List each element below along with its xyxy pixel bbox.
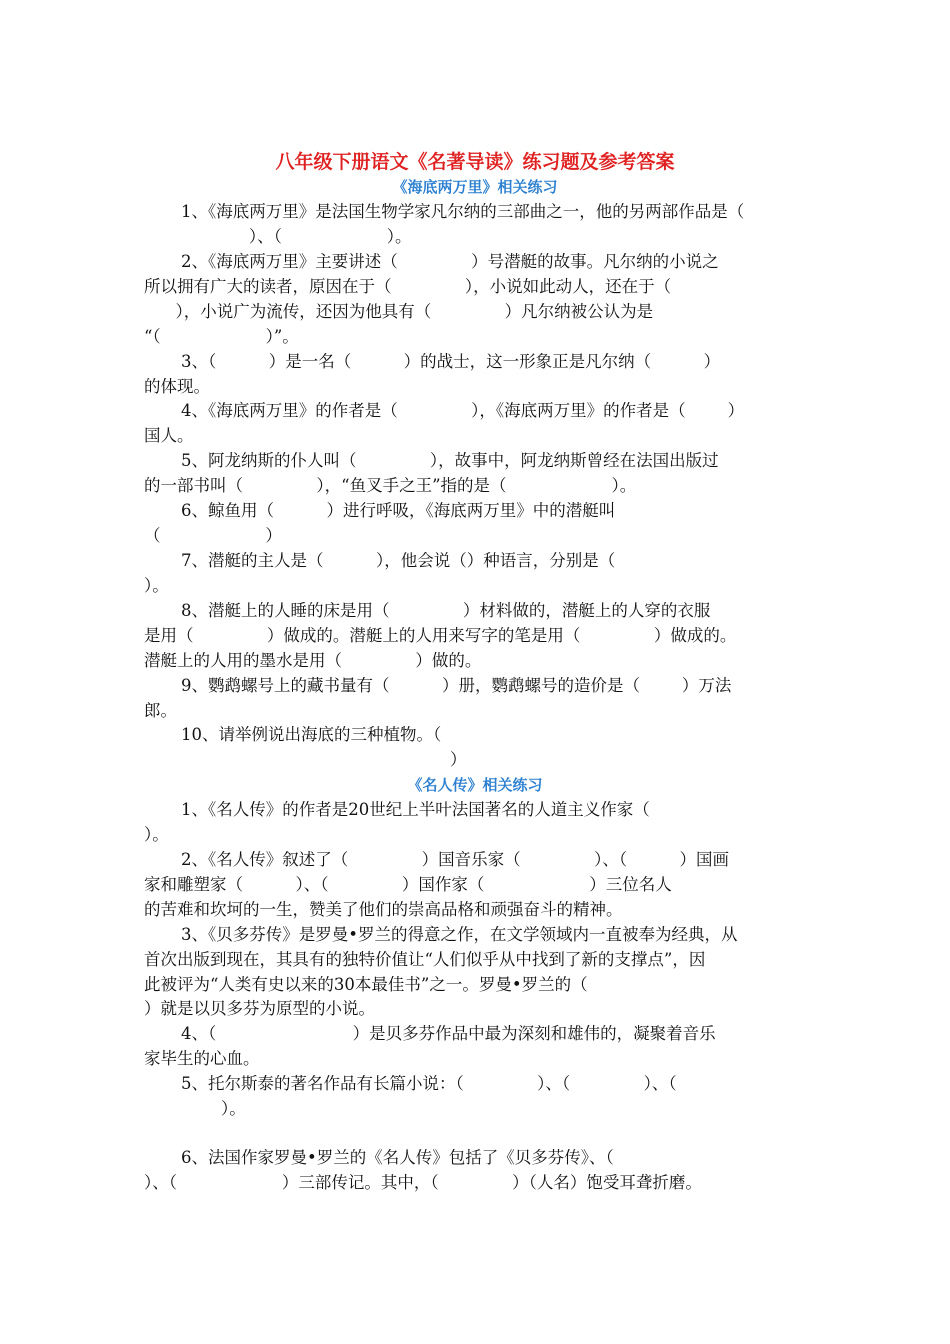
- question-line: 首次出版到现在，其具有的独特价值让“人们似乎从中找到了新的支撑点”，因: [144, 950, 706, 969]
- question-line: 的苦难和坎坷的一生，赞美了他们的崇高品格和顽强奋斗的精神。: [144, 900, 623, 919]
- question-line: ）、（ ）。: [144, 227, 412, 246]
- question-line: ）、（ ）三部传记。其中，（ ）（人名）饱受耳聋折磨。: [144, 1173, 702, 1192]
- question-line: ）: [450, 750, 467, 769]
- question-line: ）。: [221, 1099, 246, 1118]
- question-line: ）。: [144, 576, 169, 595]
- question-line: 郎。: [144, 701, 177, 720]
- question-line: 5、阿龙纳斯的仆人叫（ ），故事中，阿龙纳斯曾经在法国出版过: [181, 451, 719, 470]
- question-line: ）就是以贝多芬为原型的小说。: [144, 999, 375, 1018]
- question-line: 4、（ ）是贝多芬作品中最为深刻和雄伟的，凝聚着音乐: [181, 1024, 716, 1043]
- question-line: “（ ）”。: [144, 327, 299, 346]
- question-line: 家毕生的心血。: [144, 1049, 260, 1068]
- question-line: 4、《海底两万里》的作者是（ ），《海底两万里》的作者是（ ）: [181, 401, 745, 420]
- question-line: 是用（ ）做成的。潜艇上的人用来写字的笔是用（ ）做成的。: [144, 626, 737, 645]
- question-line: 6、鲸鱼用（ ）进行呼吸，《海底两万里》中的潜艇叫: [181, 501, 616, 520]
- question-line: 3、（ ）是一名（ ）的战士，这一形象正是凡尔纳（ ）: [181, 352, 721, 371]
- question-line: 10、请举例说出海底的三种植物。（: [181, 725, 442, 744]
- question-line: 国人。: [144, 426, 194, 445]
- question-line: 所以拥有广大的读者，原因在于（ ），小说如此动人，还在于（: [144, 277, 672, 296]
- question-line: 7、潜艇的主人是（ ），他会说（）种语言，分别是（: [181, 551, 616, 570]
- question-line: 3、《贝多芬传》是罗曼•罗兰的得意之作，在文学领域内一直被奉为经典，从: [181, 925, 738, 944]
- question-line: 的一部书叫（ ），“鱼叉手之王”指的是（ ）。: [144, 476, 637, 495]
- question-line: 5、托尔斯泰的著名作品有长篇小说：（ ）、（ ）、（: [181, 1074, 677, 1093]
- question-line: （ ）: [144, 526, 282, 545]
- question-line: 2、《海底两万里》主要讲述（ ）号潜艇的故事。凡尔纳的小说之: [181, 252, 719, 271]
- question-line: 1、《海底两万里》是法国生物学家凡尔纳的三部曲之一，他的另两部作品是（: [181, 202, 745, 221]
- section-heading-mingrenzhuan: 《名人传》相关练习: [407, 776, 543, 794]
- question-line: ），小说广为流传，还因为他具有（ ）凡尔纳被公认为是: [144, 302, 654, 321]
- question-line: 的体现。: [144, 377, 210, 396]
- question-line: 1、《名人传》的作者是20世纪上半叶法国著名的人道主义作家（: [181, 800, 650, 819]
- question-line: 2、《名人传》叙述了（ ）国音乐家（ ）、（ ）国画: [181, 850, 730, 869]
- question-line: 6、法国作家罗曼•罗兰的《名人传》包括了《贝多芬传》、（: [181, 1148, 614, 1167]
- question-line: 9、鹦鹉螺号上的藏书量有（ ）册，鹦鹉螺号的造价是（ ）万法: [181, 676, 732, 695]
- question-line: 潜艇上的人用的墨水是用（ ）做的。: [144, 651, 482, 670]
- question-line: 8、潜艇上的人睡的床是用（ ）材料做的，潜艇上的人穿的衣服: [181, 601, 711, 620]
- section-heading-haidi: 《海底两万里》相关练习: [392, 178, 558, 196]
- document-title: 八年级下册语文《名著导读》练习题及参考答案: [275, 151, 675, 173]
- question-line: 此被评为“人类有史以来的30本最佳书”之一。罗曼•罗兰的（: [144, 975, 588, 994]
- question-line: ）。: [144, 825, 169, 844]
- question-line: 家和雕塑家（ ）、（ ）国作家（ ）三位名人: [144, 875, 672, 894]
